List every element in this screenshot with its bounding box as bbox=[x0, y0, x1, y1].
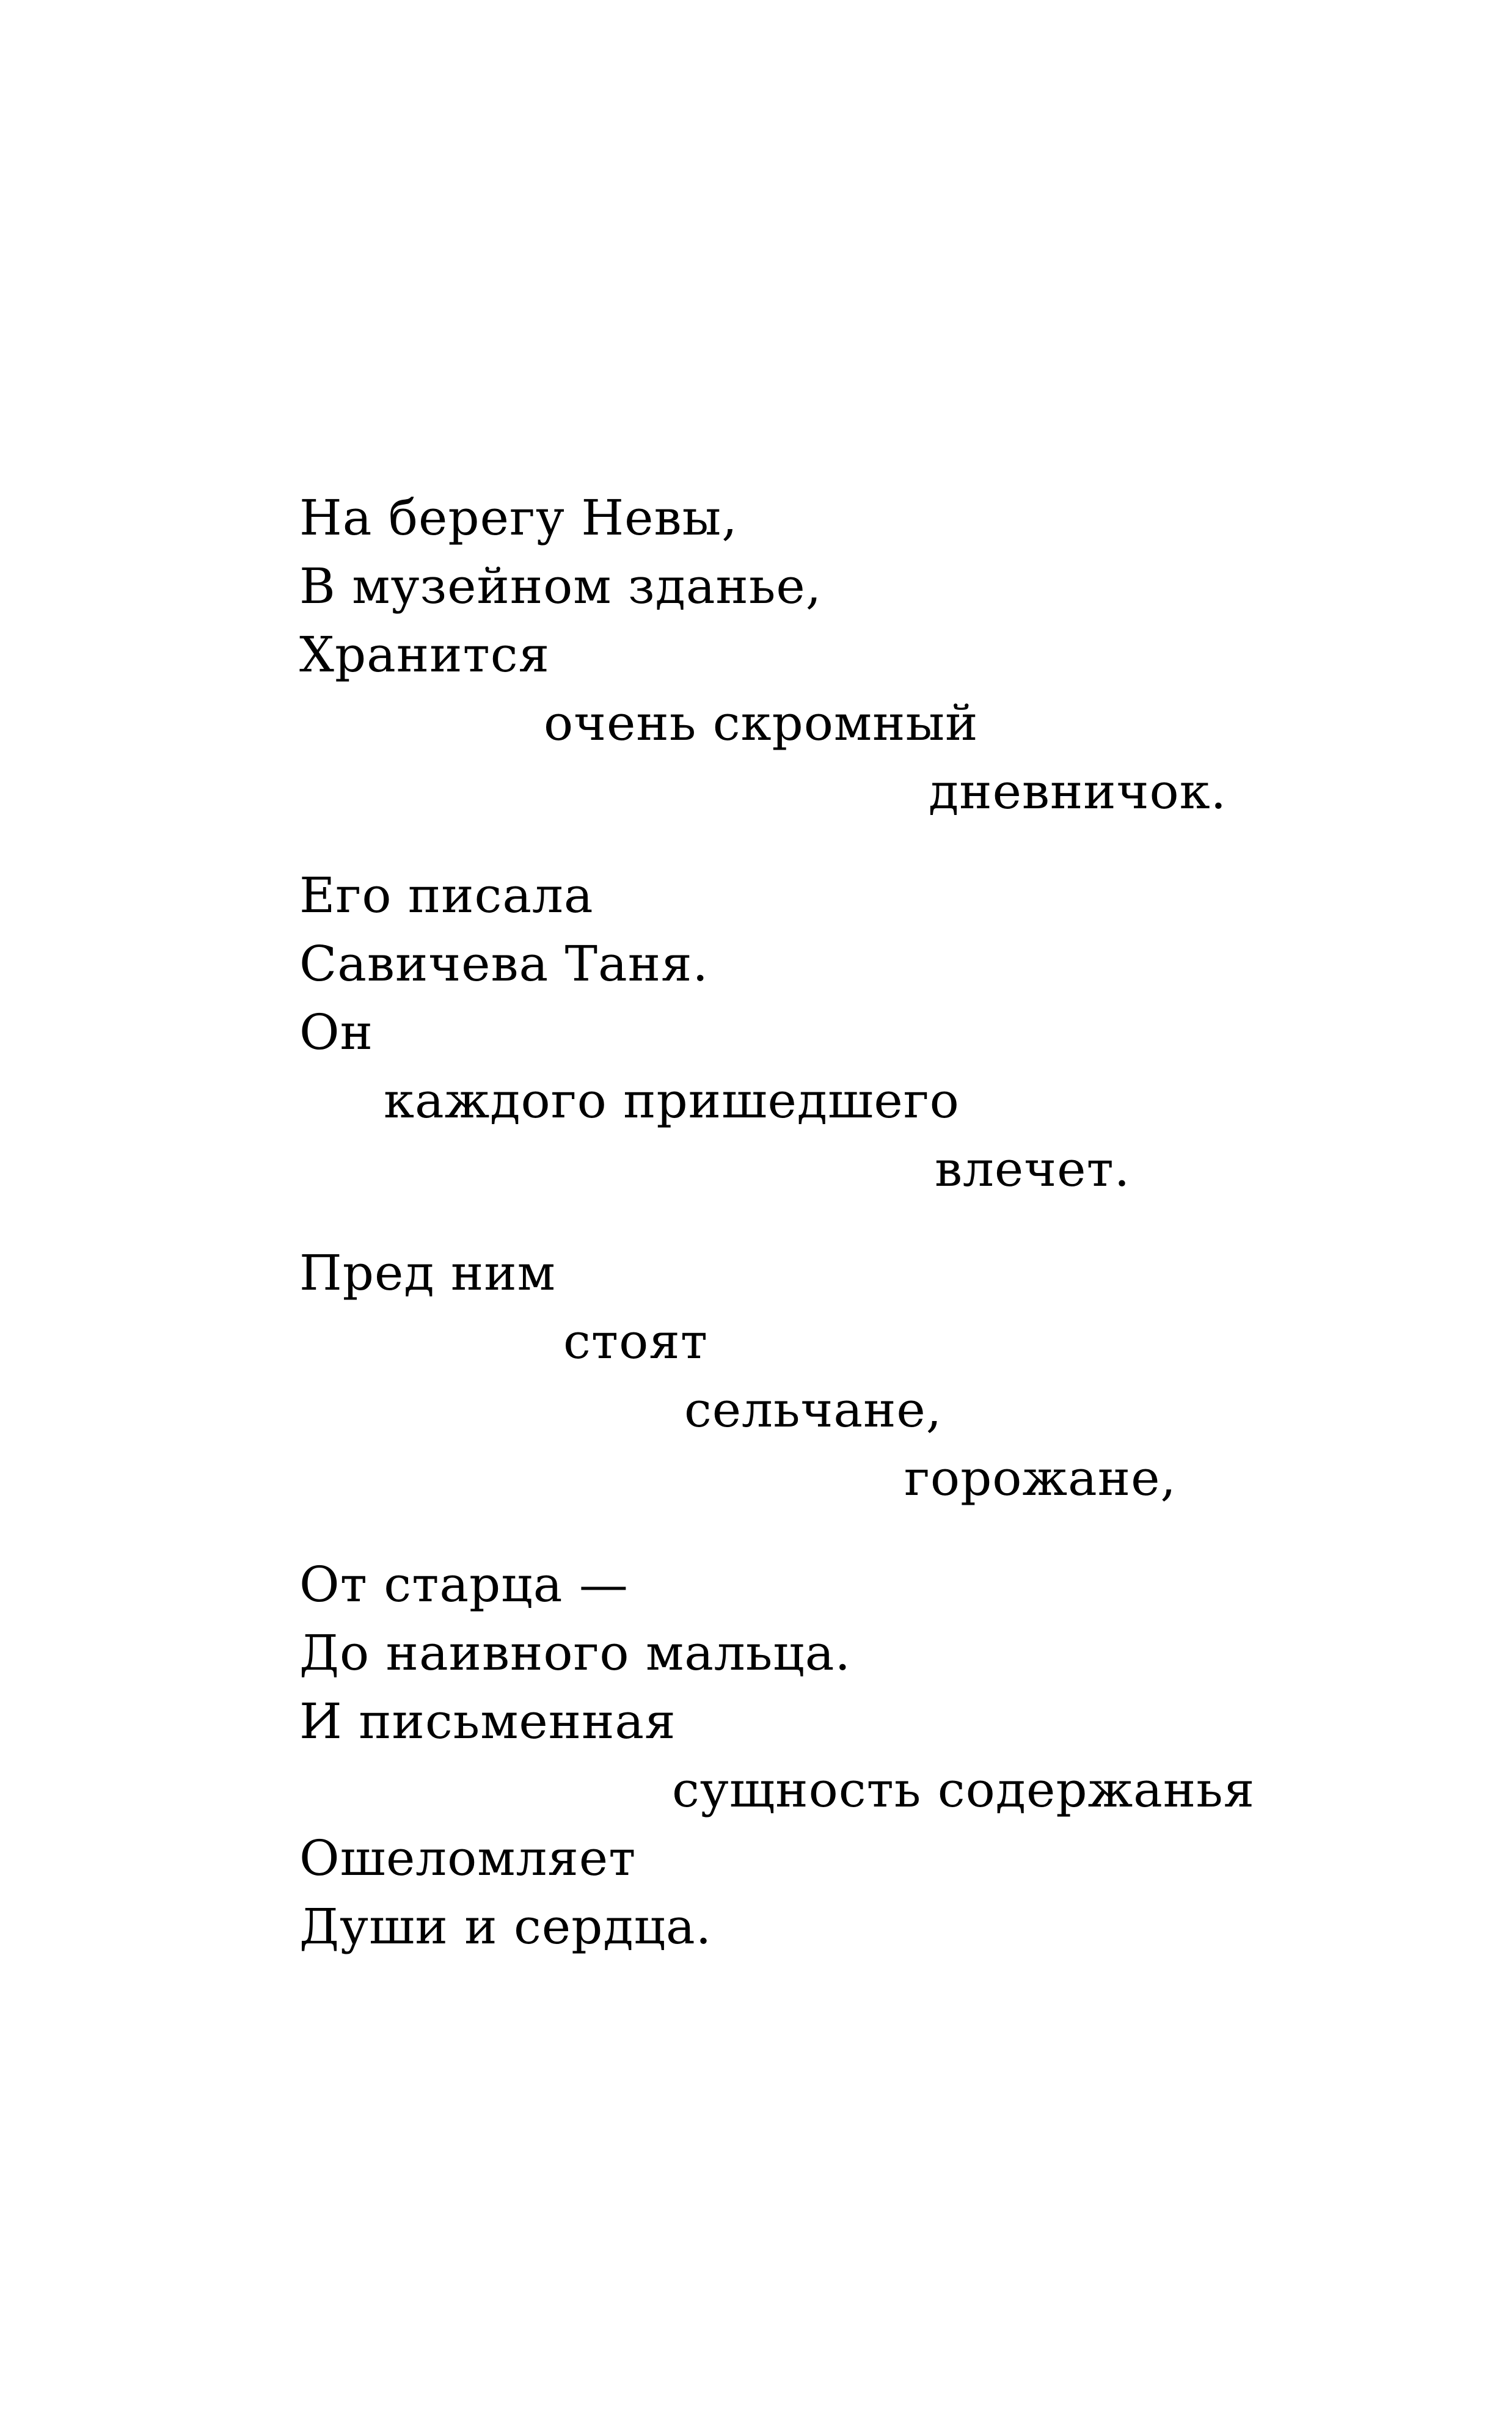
poem-line: И письменная bbox=[299, 1693, 676, 1750]
poem-line: Он bbox=[299, 1004, 373, 1061]
poem-line: сущность содержанья bbox=[672, 1761, 1255, 1818]
poem-line: горожане, bbox=[904, 1450, 1177, 1507]
poem-line: До наивного мальца. bbox=[299, 1624, 851, 1681]
poem-line: дневничок. bbox=[929, 763, 1227, 820]
poem-line: Ошеломляет bbox=[299, 1830, 637, 1887]
poem-line: Его писала bbox=[299, 867, 594, 924]
poem-line: От старца — bbox=[299, 1556, 629, 1613]
poem-line: Пред ним bbox=[299, 1244, 556, 1301]
poem-line: сельчане, bbox=[684, 1381, 943, 1438]
poem-line: В музейном зданье, bbox=[299, 558, 822, 615]
poem-line: влечет. bbox=[935, 1141, 1131, 1197]
poem-line: Души и сердца. bbox=[299, 1898, 712, 1955]
poem-line: Хранится bbox=[299, 626, 550, 683]
poem-line: стоят bbox=[563, 1313, 708, 1370]
poem-line: очень скромный bbox=[544, 695, 979, 751]
poem-line: Савичева Таня. bbox=[299, 935, 709, 992]
poem-line: На берегу Невы, bbox=[299, 489, 738, 546]
poem-line: каждого пришедшего bbox=[384, 1072, 960, 1129]
